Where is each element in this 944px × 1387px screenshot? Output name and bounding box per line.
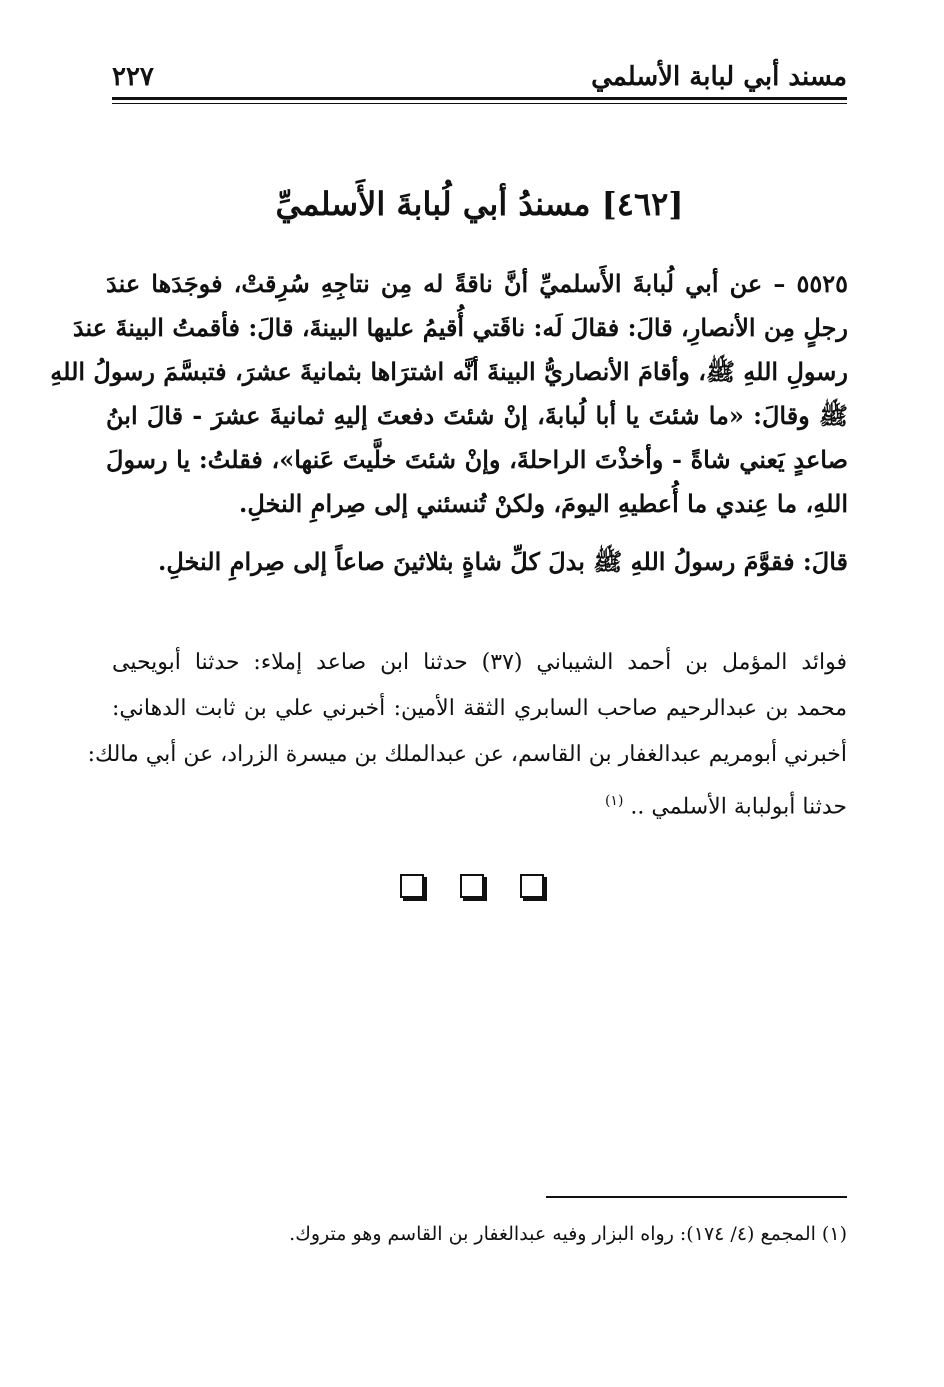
- hadith-line: اللهِ، ما عِندي ما أُعطيهِ اليومَ، ولكنْ تُنسئني إلى صِرامِ النخلِ.: [238, 489, 848, 518]
- section-separator: [400, 874, 544, 904]
- hadith-closing-line: قالَ: فقوَّمَ رسولُ اللهِ ﷺ بدلَ كلِّ شاةٍ بثلاثينَ صاعاً إلى صِرامِ النخلِ.: [158, 547, 848, 576]
- hadith-line: رجلٍ مِن الأنصارِ، قالَ: فقالَ لَه: ناقَتي أُقيمُ عليها البينةَ، قالَ: فأقمتُ البينةَ عندَ: [72, 313, 848, 342]
- section-title: [٤٦٢] مسندُ أبي لُبابةَ الأَسلميِّ: [275, 185, 684, 223]
- header-rule-thin: [112, 103, 847, 104]
- page-number: ٢٢٧: [112, 62, 154, 92]
- separator-square-icon: [400, 874, 424, 898]
- running-header: [112, 60, 847, 94]
- hadith-line: صاعدٍ يَعني شاةً - وأخذْتَ الراحلةَ، وإنْ شئتَ خلَّيتَ عَنها»، فقلتُ: يا رسولَ: [106, 445, 848, 474]
- isnad-paragraph: [87, 640, 847, 824]
- hadith-line: ٥٥٢٥ – عن أبي لُبابةَ الأَسلميِّ أنَّ ناقةً له مِن نتاجِهِ سُرِقتْ، فوجَدَها عندَ: [106, 269, 848, 298]
- hadith-text: [50, 262, 848, 584]
- footnote-divider: [546, 1196, 847, 1198]
- header-rule: [112, 97, 847, 100]
- hadith-line: رسولِ اللهِ ﷺ، وأقامَ الأنصاريُّ البينةَ أنَّه اشترَاها بثمانيةَ عشرَ، فتبسَّمَ رسولُ اللهِ: [50, 357, 848, 386]
- isnad-line: فوائد المؤمل بن أحمد الشيباني (٣٧) حدثنا ابن صاعد إملاء: حدثنا أبويحيى: [112, 650, 847, 675]
- isnad-line: محمد بن عبدالرحيم صاحب السابري الثقة الأمين: أخبرني علي بن ثابت الدهاني:: [112, 696, 847, 721]
- separator-square-icon: [460, 874, 484, 898]
- hadith-line: ﷺ وقالَ: «ما شئتَ يا أبا لُبابةَ، إنْ شئتَ دفعتَ إليهِ ثمانيةَ عشرَ - قالَ ابنُ: [106, 401, 848, 430]
- footnote-reference: (١): [604, 793, 624, 809]
- separator-square-icon: [520, 874, 544, 898]
- paragraph-gap: [106, 526, 848, 540]
- isnad-line: أخبرني أبومريم عبدالغفار بن القاسم، عن عبدالملك بن ميسرة الزراد، عن أبي مالك:: [87, 742, 847, 767]
- isnad-last-text: حدثنا أبولبابة الأسلمي ..: [630, 794, 847, 820]
- footnote: (١) المجمع (٤/ ١٧٤): رواه البزار وفيه عبدالغفار بن القاسم وهو متروك.: [289, 1223, 847, 1245]
- isnad-last-line: [112, 778, 847, 824]
- running-title: مسند أبي لبابة الأسلمي: [591, 62, 847, 92]
